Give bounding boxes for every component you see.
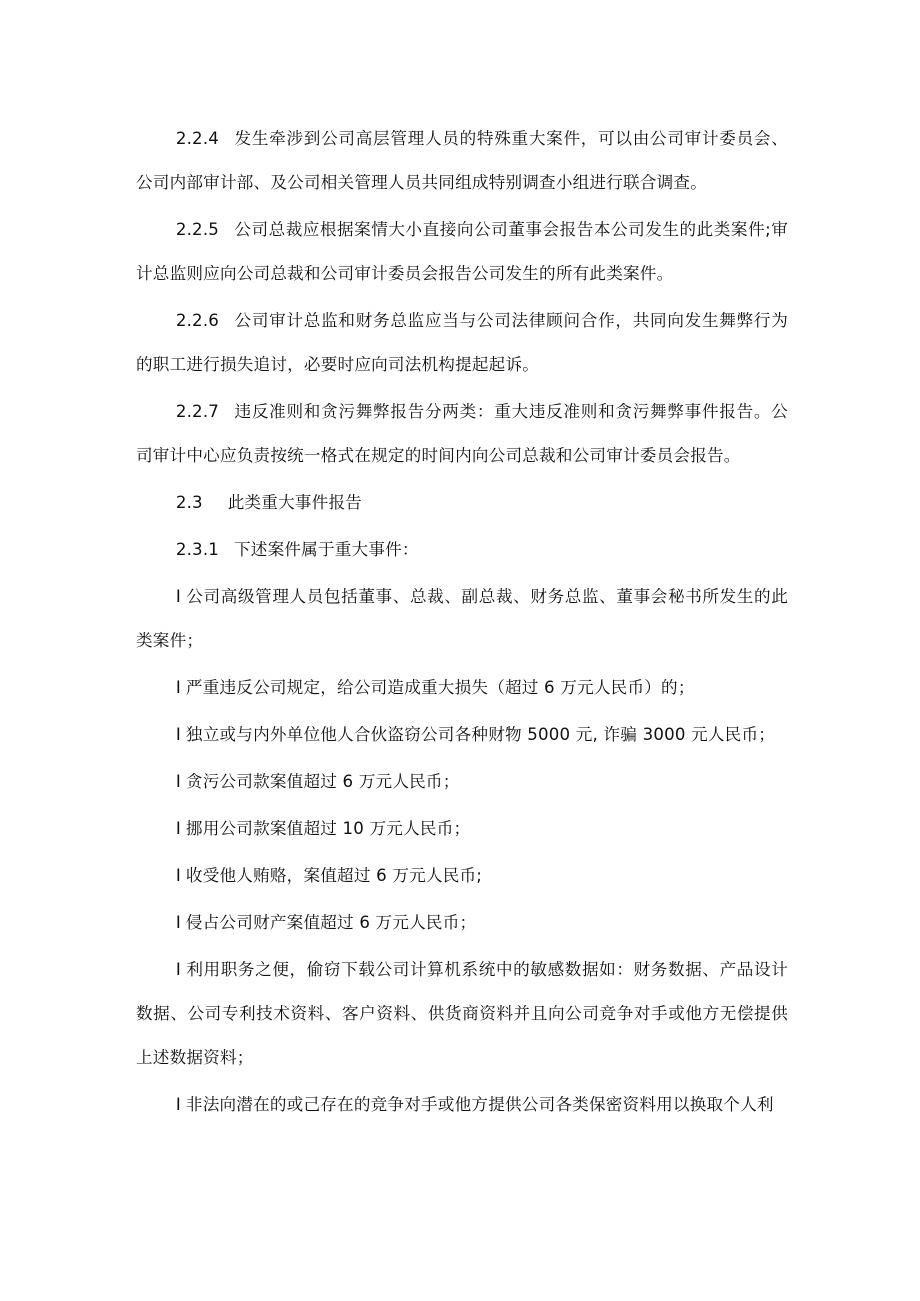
clause-text: 公司总裁应根据案情大小直接向公司董事会报告本公司发生的此类案件;审计总监则应向公司总裁和公司审计委员会报告公司发生的所有此类案件。	[136, 220, 788, 283]
bullet-marker: I	[175, 819, 181, 838]
bullet-text: 侵占公司财产案值超过 6 万元人民币；	[185, 913, 477, 932]
clause-2-2-6	[136, 299, 788, 387]
clause-2-2-7	[136, 390, 788, 478]
bullet-marker: I	[175, 866, 181, 885]
bullet-marker: I	[175, 725, 181, 744]
bullet-item	[136, 948, 788, 1080]
clause-2-2-4	[136, 117, 788, 205]
document-body	[136, 117, 788, 1127]
clause-text: 发生牵涉到公司高层管理人员的特殊重大案件，可以由公司审计委员会、公司内部审计部、及公司相关管理人员共同组成特别调查小组进行联合调查。	[136, 129, 788, 192]
bullet-item	[136, 807, 788, 851]
bullet-item	[136, 760, 788, 804]
bullet-text: 严重违反公司规定，给公司造成重大损失（超过 6 万元人民币）的；	[185, 678, 695, 697]
clause-number: 2.3.1	[175, 540, 220, 559]
bullet-marker: I	[175, 587, 181, 606]
bullet-item	[136, 713, 788, 757]
section-2-3-heading	[136, 481, 788, 525]
clause-text: 违反准则和贪污舞弊报告分两类：重大违反准则和贪污舞弊事件报告。公司审计中心应负责按统一格式在规定的时间内向公司总裁和公司审计委员会报告。	[136, 402, 788, 465]
bullet-text: 贪污公司款案值超过 6 万元人民币；	[185, 772, 460, 791]
bullet-text: 收受他人贿赂，案值超过 6 万元人民币;	[185, 866, 483, 885]
clause-number: 2.2.4	[175, 129, 220, 148]
clause-number: 2.2.5	[175, 220, 220, 239]
clause-number: 2.3	[175, 493, 203, 512]
bullet-marker: I	[175, 772, 181, 791]
clause-2-3-1	[136, 528, 788, 572]
bullet-item	[136, 575, 788, 663]
bullet-text: 利用职务之便，偷窃下载公司计算机系统中的敏感数据如：财务数据、产品设计数据、公司专利技术资料、客户资料、供货商资料并且向公司竞争对手或他方无偿提供上述数据资料；	[136, 960, 788, 1067]
bullet-item	[136, 666, 788, 710]
bullet-text: 非法向潜在的或己存在的竞争对手或他方提供公司各类保密资料用以换取个人利	[185, 1095, 774, 1114]
bullet-item	[136, 901, 788, 945]
bullet-item	[136, 854, 788, 898]
bullet-marker: I	[175, 960, 181, 979]
bullet-text: 独立或与内外单位他人合伙盗窃公司各种财物 5000 元, 诈骗 3000 元人民币；	[185, 725, 776, 744]
clause-2-2-5	[136, 208, 788, 296]
bullet-text: 挪用公司款案值超过 10 万元人民币；	[185, 819, 471, 838]
clause-text: 公司审计总监和财务总监应当与公司法律顾问合作，共同向发生舞弊行为的职工进行损失追讨，必要时应向司法机构提起起诉。	[136, 311, 788, 374]
bullet-item	[136, 1083, 788, 1127]
clause-number: 2.2.7	[175, 402, 220, 421]
bullet-text: 公司高级管理人员包括董事、总裁、副总裁、财务总监、董事会秘书所发生的此类案件；	[136, 587, 788, 650]
bullet-marker: I	[175, 1095, 181, 1114]
clause-number: 2.2.6	[175, 311, 220, 330]
clause-text: 此类重大事件报告	[227, 493, 363, 512]
bullet-marker: I	[175, 678, 181, 697]
clause-text: 下述案件属于重大事件：	[234, 540, 419, 559]
bullet-marker: I	[175, 913, 181, 932]
